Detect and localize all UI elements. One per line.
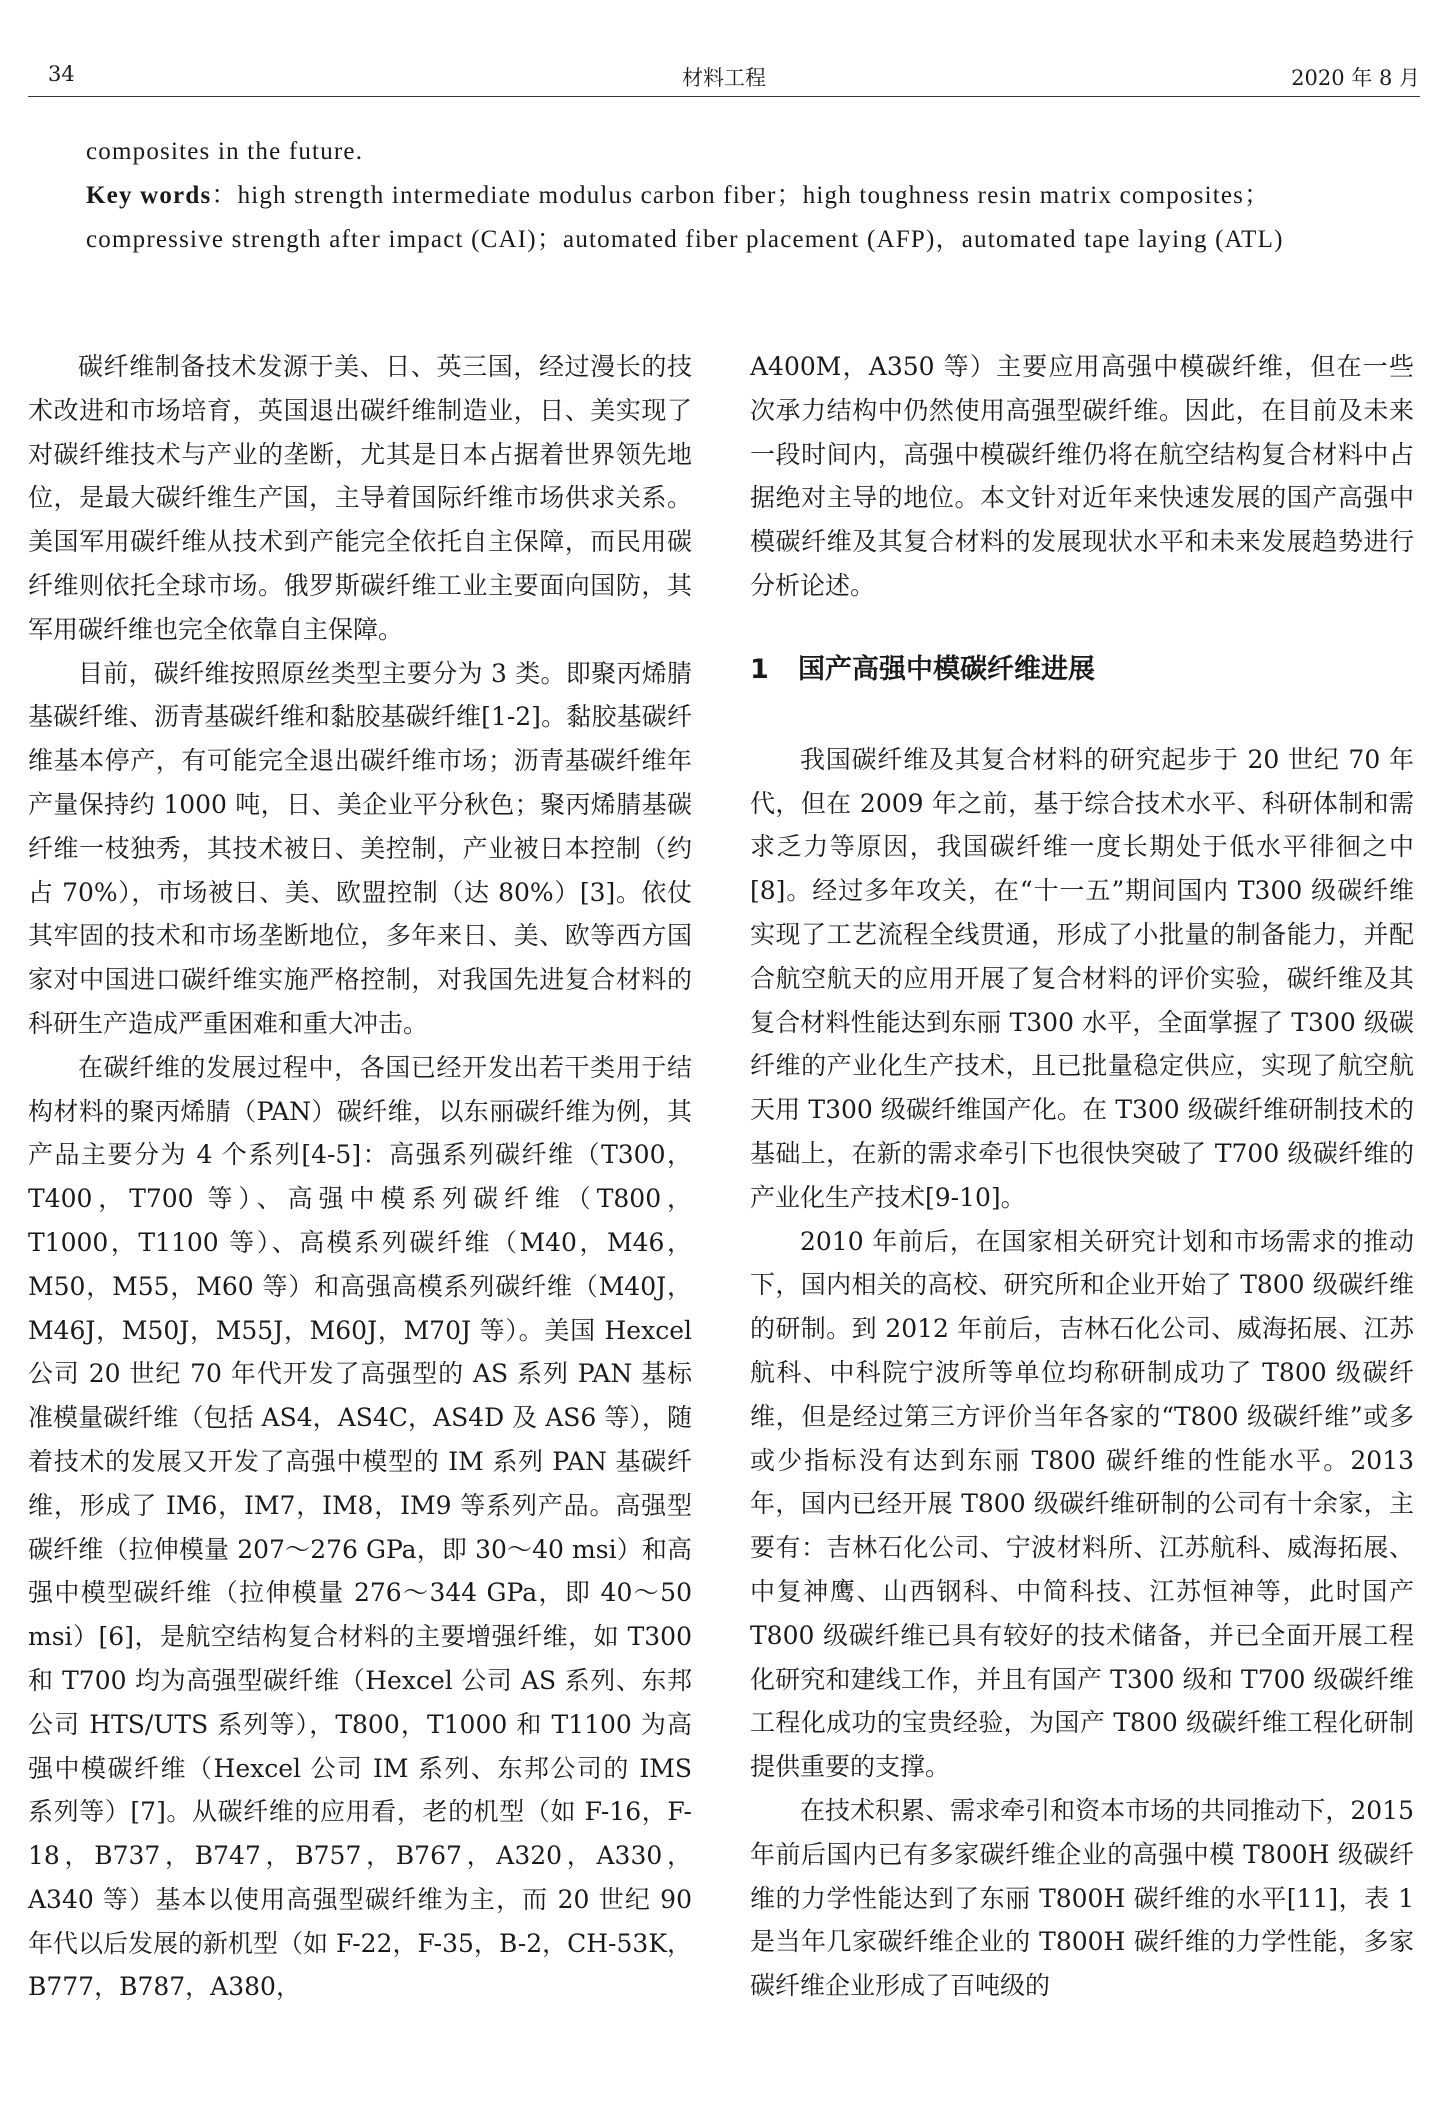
keywords-label: Key words [86, 182, 212, 209]
abstract-tail: composites in the future. [86, 138, 364, 165]
header-divider [28, 96, 1420, 97]
right-column [750, 345, 1414, 2008]
page-number: 34 [48, 62, 75, 86]
abstract-block [86, 130, 1386, 262]
keywords-text: ：high strength intermediate modulus carbon fiber；high toughness resin matrix composites；compressive strength after impact (CAI)；automated fiber placement (AFP)，automated tape laying (ATL) [86, 182, 1284, 253]
paragraph: 我国碳纤维及其复合材料的研究起步于 20 世纪 70 年代，但在 2009 年之前，基于综合技术水平、科研体制和需求乏力等原因，我国碳纤维一度长期处于低水平徘徊之中[8]。经过多年攻关，在“十一五”期间国内 T300 级碳纤维实现了工艺流程全线贯通，形成了小批量的制备能力，并配合航空航天的应用开展了复合材料的评价实验，碳纤维及其复合材料性能达到东丽 T300 水平，全面掌握了 T300 级碳纤维的产业化生产技术，且已批量稳定供应，实现了航空航天用 T300 级碳纤维国产化。在 T300 级碳纤维研制技术的基础上，在新的需求牵引下也很快突破了 T700 级碳纤维的产业化生产技术[9-10]。 [750, 744, 1414, 1212]
issue-date: 2020 年 8 月 [1291, 66, 1420, 90]
journal-name: 材料工程 [682, 66, 766, 90]
paragraph-continued: A400M，A350 等）主要应用高强中模碳纤维，但在一些次承力结构中仍然使用高强型碳纤维。因此，在目前及未来一段时间内，高强中模碳纤维仍将在航空结构复合材料中占据绝对主导的地位。本文针对近年来快速发展的国产高强中模碳纤维及其复合材料的发展现状水平和未来发展趋势进行分析论述。 [750, 352, 1414, 600]
section-number: 1 [750, 653, 769, 685]
left-column [28, 345, 692, 2009]
paragraph: 碳纤维制备技术发源于美、日、英三国，经过漫长的技术改进和市场培育，英国退出碳纤维制造业，日、美实现了对碳纤维技术与产业的垄断，尤其是日本占据着世界领先地位，是最大碳纤维生产国，主导着国际纤维市场供求关系。美国军用碳纤维从技术到产能完全依托自主保障，而民用碳纤维则依托全球市场。俄罗斯碳纤维工业主要面向国防，其军用碳纤维也完全依靠自主保障。 [28, 352, 692, 644]
section-heading [750, 648, 1414, 692]
keywords-line [86, 174, 1386, 262]
running-header [28, 58, 1420, 98]
paragraph: 在碳纤维的发展过程中，各国已经开发出若干类用于结构材料的聚丙烯腈（PAN）碳纤维，以东丽碳纤维为例，其产品主要分为 4 个系列[4-5]：高强系列碳纤维（T300，T400，T700 等）、高强中模系列碳纤维（T800，T1000，T1100 等）、高模系列碳纤维（M40，M46，M50，M55，M60 等）和高强高模系列碳纤维（M40J，M46J，M50J，M55J，M60J，M70J 等）。美国 Hexcel 公司 20 世纪 70 年代开发了高强型的 AS 系列 PAN 基标准模量碳纤维（包括 AS4，AS4C，AS4D 及 AS6 等），随着技术的发展又开发了高强中模型的 IM 系列 PAN 基碳纤维，形成了 IM6，IM7，IM8，IM9 等系列产品。高强型碳纤维（拉伸模量 207～276 GPa，即 30～40 msi）和高强中模型碳纤维（拉伸模量 276～344 GPa，即 40～50 msi）[6]，是航空结构复合材料的主要增强纤维，如 T300 和 T700 均为高强型碳纤维（Hexcel 公司 AS 系列、东邦公司 HTS/UTS 系列等），T800，T1000 和 T1100 为高强中模碳纤维（Hexcel 公司 IM 系列、东邦公司的 IMS 系列等）[7]。从碳纤维的应用看，老的机型（如 F-16，F-18，B737，B747，B757，B767，A320，A330，A340 等）基本以使用高强型碳纤维为主，而 20 世纪 90 年代以后发展的新机型（如 F-22，F-35，B-2，CH-53K，B777，B787，A380， [28, 1052, 692, 2002]
paragraph: 目前，碳纤维按照原丝类型主要分为 3 类。即聚丙烯腈基碳纤维、沥青基碳纤维和黏胶基碳纤维[1-2]。黏胶基碳纤维基本停产，有可能完全退出碳纤维市场；沥青基碳纤维年产量保持约 1000 吨，日、美企业平分秋色；聚丙烯腈基碳纤维一枝独秀，其技术被日、美控制，产业被日本控制（约占 70%），市场被日、美、欧盟控制（达 80%）[3]。依仗其牢固的技术和市场垄断地位，多年来日、美、欧等西方国家对中国进口碳纤维实施严格控制，对我国先进复合材料的科研生产造成严重困难和重大冲击。 [28, 658, 692, 1038]
paragraph: 在技术积累、需求牵引和资本市场的共同推动下，2015 年前后国内已有多家碳纤维企业的高强中模 T800H 级碳纤维的力学性能达到了东丽 T800H 碳纤维的水平[11]，表 1 是当年几家碳纤维企业的 T800H 碳纤维的力学性能，多家碳纤维企业形成了百吨级的 [750, 1795, 1414, 2001]
section-title: 国产高强中模碳纤维进展 [798, 653, 1095, 685]
paragraph: 2010 年前后，在国家相关研究计划和市场需求的推动下，国内相关的高校、研究所和企业开始了 T800 级碳纤维的研制。到 2012 年前后，吉林石化公司、威海拓展、江苏航科、中科院宁波所等单位均称研制成功了 T800 级碳纤维，但是经过第三方评价当年各家的“T800 级碳纤维”或多或少指标没有达到东丽 T800 碳纤维的性能水平。2013 年，国内已经开展 T800 级碳纤维研制的公司有十余家，主要有：吉林石化公司、宁波材料所、江苏航科、威海拓展、中复神鹰、山西钢科、中简科技、江苏恒神等，此时国产 T800 级碳纤维已具有较好的技术储备，并已全面开展工程化研究和建线工作，并且有国产 T300 级和 T700 级碳纤维工程化成功的宝贵经验，为国产 T800 级碳纤维工程化研制提供重要的支撑。 [750, 1226, 1414, 1782]
